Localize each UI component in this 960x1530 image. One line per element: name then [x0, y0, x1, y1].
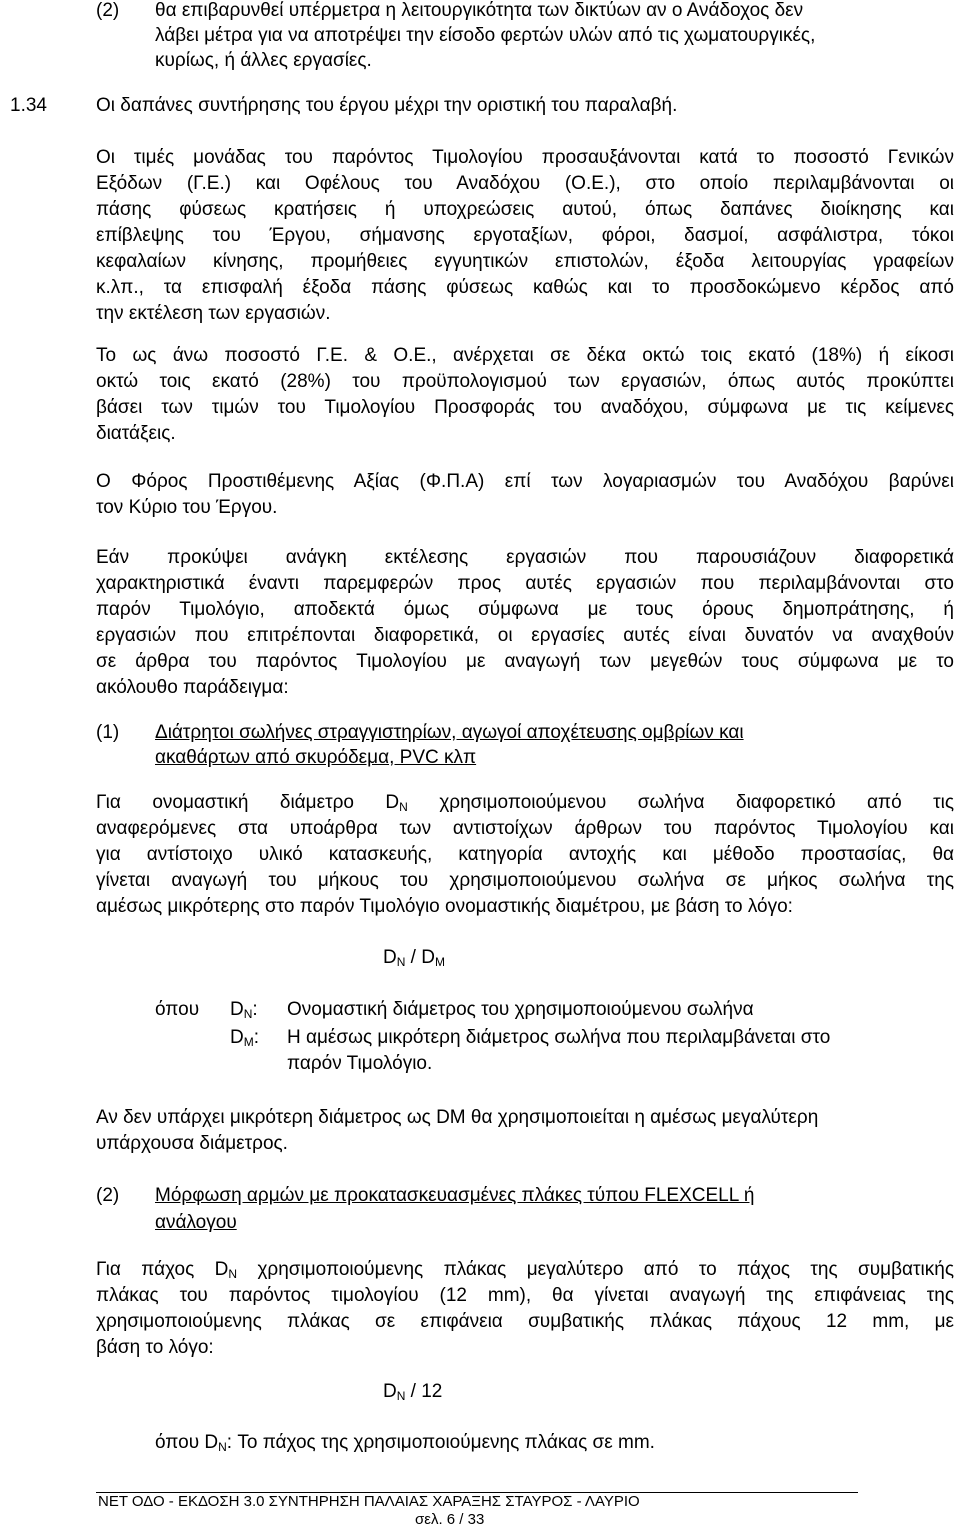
text-line: υπάρχουσα διάμετρος.: [96, 1133, 288, 1154]
where-label: όπου: [155, 999, 200, 1020]
text-line: Αν δεν υπάρχει μικρότερη διάμετρος ως DM θα χρησιμοποιείται η αμέσως μεγαλύτερη: [96, 1107, 819, 1128]
text-line: βάση το λόγο:: [96, 1337, 214, 1358]
text-line: πάσης φύσεως κρατήσεις ή υποχρεώσεις αυτού, όπως δαπάνες διοίκησης και: [96, 199, 954, 220]
text-line: Το ως άνω ποσοστό Γ.Ε. & Ο.Ε., ανέρχεται σε δέκα οκτώ τοις εκατό (18%) ή είκοσι: [96, 345, 954, 366]
formula: $D_N / 12$: [383, 1381, 443, 1403]
item-title: Διάτρητοι σωλήνες στραγγιστηρίων, αγωγοί αποχέτευσης ομβρίων και: [155, 722, 744, 743]
text-line: Για ονομαστική διάμετρο $D_N$ χρησιμοποιούμενου σωλήνα διαφορετικό από τις: [96, 792, 955, 814]
footer-title: ΝΕΤ ΟΔΟ - ΕΚΔΟΣΗ 3.0 ΣΥΝΤΗΡΗΣΗ ΠΑΛΑΙΑΣ ΧΑΡΑΞΗΣ ΣΤΑΥΡΟΣ - ΛΑΥΡΙΟ: [98, 1493, 640, 1510]
page-number: σελ. 6 / 33: [415, 1511, 485, 1528]
text-line: τον Κύριο του Έργου.: [96, 497, 278, 518]
definition-text: Η αμέσως μικρότερη διάμετρος σωλήνα που περιλαμβάνεται στο: [287, 1027, 831, 1048]
item-title: ανάλογου: [155, 1212, 237, 1233]
text-line: οκτώ τοις εκατό (28%) του προϋπολογισμού των εργασιών, όπως αυτός προκύπτει: [96, 371, 954, 392]
text-line: εργασιών που επιτρέπονται διαφορετικά, οι εργασίες αυτές είναι δυνατόν να αναχθούν: [96, 625, 954, 646]
text-line: για αντίστοιχο υλικό κατασκευής, κατηγορία αντοχής και μέθοδο προστασίας, θα: [96, 844, 954, 865]
text-line: κ.λπ., τα επισφαλή έξοδα πάσης φύσεως καθώς και το προσδοκώμενο κέρδος από: [96, 277, 954, 298]
list-number: (1): [96, 722, 120, 743]
definition-term: $D_M$:: [230, 1027, 260, 1049]
definition-term: $D_N$:: [230, 999, 258, 1021]
text-line: θα επιβαρυνθεί υπέρμετρα η λειτουργικότητα των δικτύων αν ο Ανάδοχος δεν: [155, 0, 804, 21]
where-line: όπου $D_N$: Το πάχος της χρησιμοποιούμενης πλάκας σε mm.: [155, 1432, 655, 1454]
text-line: σε άρθρα του παρόντος Τιμολογίου με αναγωγή των μεγεθών τους σύμφωνα με το: [96, 651, 954, 672]
section-title: Οι δαπάνες συντήρησης του έργου μέχρι την οριστική του παραλαβή.: [96, 95, 678, 116]
text-line: Οι τιμές μονάδας του παρόντος Τιμολογίου προσαυξάνονται κατά το ποσοστό Γενικών: [96, 147, 954, 168]
text-line: Εάν προκύψει ανάγκη εκτέλεσης εργασιών που παρουσιάζουν διαφορετικά: [96, 547, 954, 568]
text-line: αμέσως μικρότερης στο παρόν Τιμολόγιο ονομαστικής διαμέτρου, με βάση το λόγο:: [96, 896, 793, 917]
text-line: Για πάχος $D_N$ χρησιμοποιούμενης πλάκας μεγαλύτερο από το πάχος της συμβατικής: [96, 1259, 954, 1281]
text-line: ακόλουθο παράδειγμα:: [96, 677, 289, 698]
text-line: χαρακτηριστικά έναντι παρεμφερών προς αυτές εργασιών που περιλαμβάνονται στο: [96, 573, 954, 594]
definition-text: Ονομαστική διάμετρος του χρησιμοποιούμενου σωλήνα: [287, 999, 754, 1020]
text-line: αναφερόμενες στα υποάρθρα των αντιστοίχων άρθρων του παρόντος Τιμολογίου και: [96, 818, 954, 839]
list-number: (2): [96, 0, 120, 21]
formula: $D_N / D_M$: [383, 947, 445, 969]
item-title: ακαθάρτων από σκυρόδεμα, PVC κλπ: [155, 747, 477, 768]
section-number: 1.34: [10, 95, 47, 116]
text-line: λάβει μέτρα για να αποτρέψει την είσοδο φερτών υλών από τις χωματουργικές,: [155, 25, 816, 46]
text-line: γίνεται αναγωγή του μήκους του χρησιμοποιούμενου σωλήνα σε μήκος σωλήνα της: [96, 870, 954, 891]
text-line: κυρίως, ή άλλες εργασίες.: [155, 50, 372, 71]
text-line: χρησιμοποιούμενης πλάκας σε επιφάνεια συμβατικής πλάκας πάχους 12 mm, με: [96, 1311, 954, 1332]
text-line: Εξόδων (Γ.Ε.) και Οφέλους του Αναδόχου (Ο.Ε.), στο οποίο περιλαμβάνονται οι: [96, 173, 954, 194]
text-line: επίβλεψης του Έργου, σήμανσης εργοταξίων, φόροι, δασμοί, ασφάλιστρα, τόκοι: [96, 225, 954, 246]
text-line: Ο Φόρος Προστιθέμενης Αξίας (Φ.Π.Α) επί των λογαριασμών του Αναδόχου βαρύνει: [96, 471, 954, 492]
text-line: πλάκας του παρόντος τιμολογίου (12 mm), θα γίνεται αναγωγή της επιφάνειας της: [96, 1285, 954, 1306]
text-line: κεφαλαίων κίνησης, προμήθειες εγγυητικών επιστολών, έξοδα λειτουργίας γραφείων: [96, 251, 954, 272]
text-line: διατάξεις.: [96, 423, 176, 444]
definition-text: παρόν Τιμολόγιο.: [287, 1053, 433, 1074]
text-line: παρόν Τιμολόγιο, αποδεκτά όμως σύμφωνα με τους όρους δημοπράτησης, ή: [96, 599, 954, 620]
item-title: Μόρφωση αρμών με προκατασκευασμένες πλάκες τύπου FLEXCELL ή: [155, 1185, 755, 1206]
text-line: την εκτέλεση των εργασιών.: [96, 303, 331, 324]
list-number: (2): [96, 1185, 120, 1206]
text-line: βάσει των τιμών του Τιμολογίου Προσφοράς του αναδόχου, σύμφωνα με τις κείμενες: [96, 397, 954, 418]
